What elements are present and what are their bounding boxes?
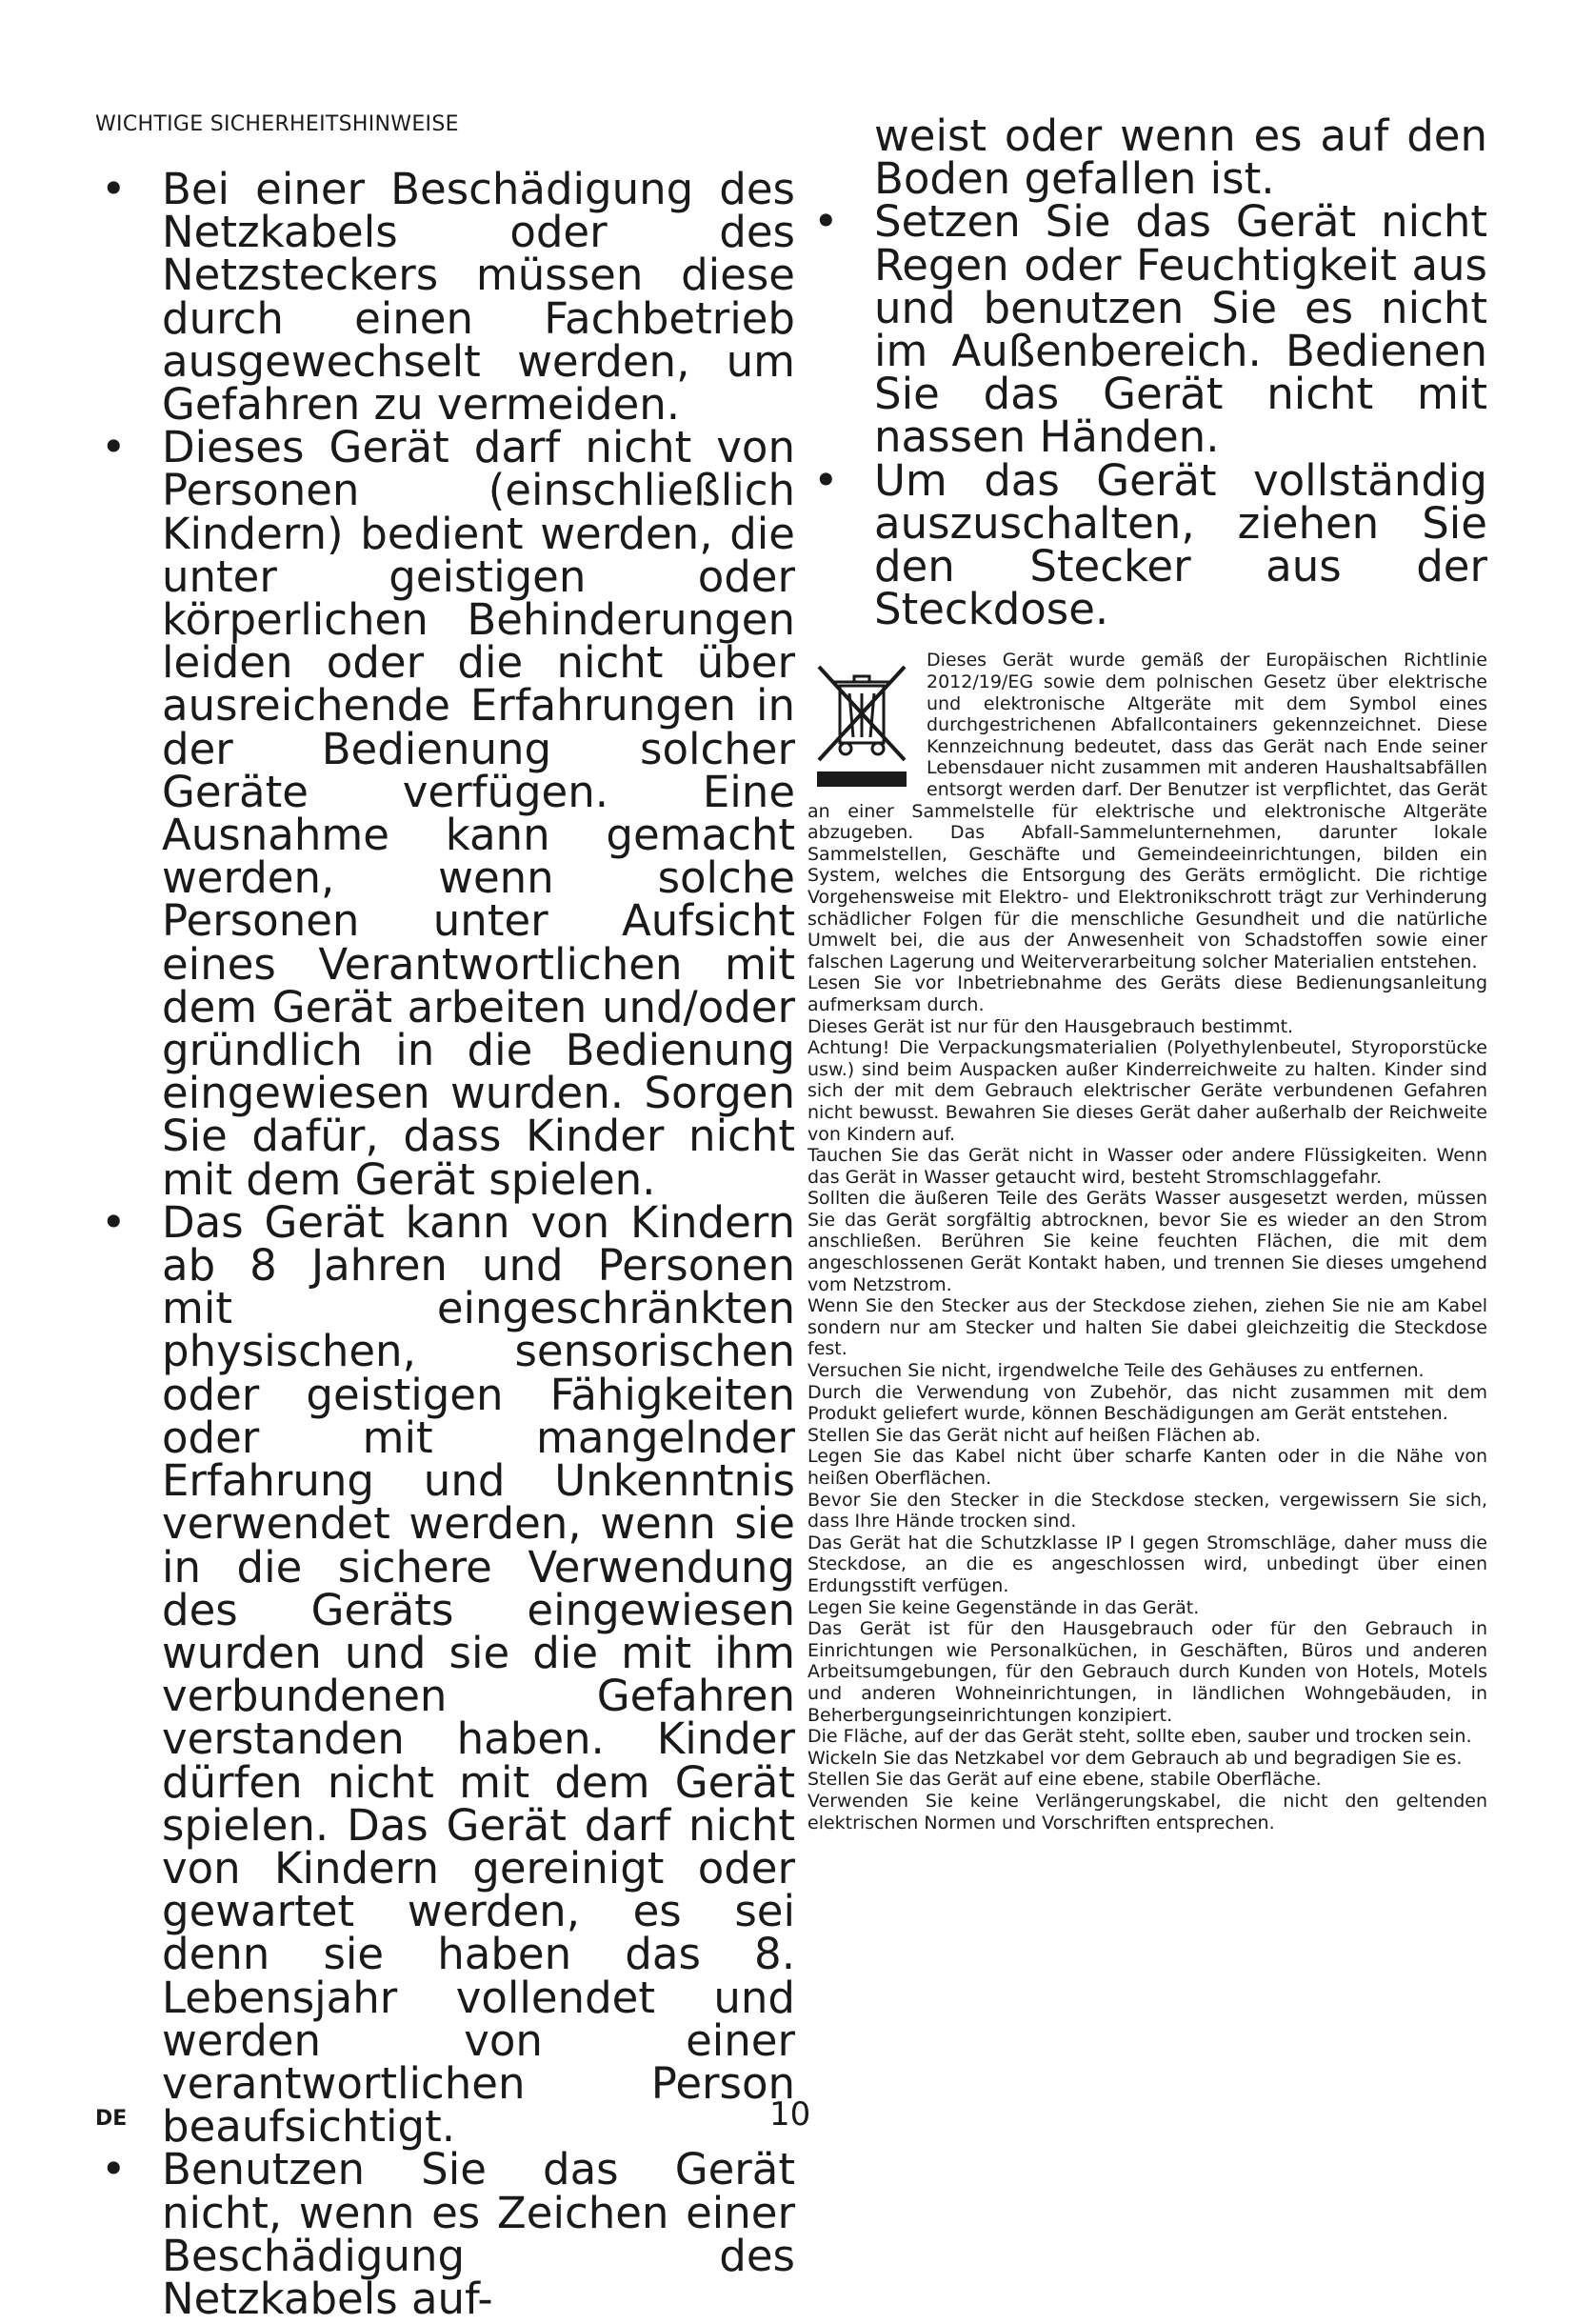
- notice-paragraph: Verwenden Sie keine Verlängerungskabel, die nicht den geltenden elektrischen Normen und Vorschriften entsprechen.: [807, 1790, 1487, 1833]
- notice-paragraph: Dieses Gerät ist nur für den Hausgebrauch bestimmt.: [807, 1015, 1294, 1037]
- crossed-out-wheelie-bin-icon: [811, 657, 911, 791]
- notice-paragraph: Dieses Gerät wurde gemäß der Europäischen Richtlinie 2012/19/EG sowie dem polnischen Gesetz über elektrische und elektronische Altgeräte mit dem Symbol eines durchgestrichenen Abfallcontainers gekennzeichnet. Diese Kennzeichnung bedeutet, dass das Gerät nach Ende seiner Lebensdauer nicht zusammen mit anderen Haushaltsabfällen entsorgt werden darf. Der Benutzer ist verpflichtet, das Gerät an einer Sammelstelle für elektrische und elektronische Altgeräte abzugeben. Das Abfall-Sammelunternehmen, darunter lokale Sammelstellen, Geschäfte und Gemeindeeinrichtungen, bilden ein System, welches die Entsorgung des Geräts ermöglicht. Die richtige Vorgehensweise mit Elektro- und Elektronikschrott trägt zur Verhinderung schädlicher Folgen für die menschliche Gesundheit und die natürliche Umwelt bei, die aus der Anwesenheit von Schadstoffen sowie einer falschen Lagerung und Weiterverarbeitung solcher Materialien entstehen.: [807, 650, 1487, 972]
- notice-paragraph: Das Gerät ist für den Hausgebrauch oder für den Gebrauch in Einrichtungen wie Personalküchen, in Geschäften, Büros und anderen Arbeitsumgebungen, für den Gebrauch durch Kunden von Hotels, Motels und anderen Wohneinrichtungen, in ländlichen Wohngebäuden, in Beherbergungseinrichtungen konzipiert.: [807, 1618, 1487, 1726]
- weee-notice: [807, 650, 1487, 1833]
- list-item: • Um das Gerät vollständig auszuschalten, ziehen Sie den Stecker aus der Steckdose.: [807, 459, 1487, 631]
- notice-paragraph: Tauchen Sie das Gerät nicht in Wasser oder andere Flüssigkeiten. Wenn das Gerät in Wasser getaucht wird, besteht Stromschlaggefahr.: [807, 1145, 1487, 1188]
- list-item: • Dieses Gerät darf nicht von Personen (einschließlich Kindern) bedient werden, die unter geistigen oder körperlichen Behinderungen leiden oder die nicht über ausreichende Erfahrungen in der Bedienung solcher Geräte verfügen. Eine Ausnahme kann gemacht werden, wenn solche Personen unter Aufsicht eines Verantwortlichen mit dem Gerät arbeiten und/oder gründlich in die Bedienung eingewiesen wurden. Sorgen Sie dafür, dass Kinder nicht mit dem Gerät spielen.: [95, 426, 795, 1201]
- notice-paragraph: Lesen Sie vor Inbetriebnahme des Geräts diese Bedienungsanleitung aufmerksam durch.: [807, 972, 1487, 1015]
- notice-paragraph: Bevor Sie den Stecker in die Steckdose stecken, vergewissern Sie sich, dass Ihre Hände trocken sind.: [807, 1489, 1487, 1533]
- notice-paragraph: Das Gerät hat die Schutzklasse IP I gegen Stromschläge, daher muss die Steckdose, an die es angeschlossen wird, unbedingt über einen Erdungsstift verfügen.: [807, 1532, 1487, 1596]
- right-column: [807, 110, 1487, 1833]
- notice-paragraph: Versuchen Sie nicht, irgendwelche Teile des Gehäuses zu entfernen.: [807, 1360, 1425, 1382]
- page-number: 10: [769, 2095, 811, 2134]
- list-item: • Benutzen Sie das Gerät nicht, wenn es Zeichen einer Beschädigung des Netzkabels auf-: [95, 2148, 795, 2320]
- notice-paragraph: Wenn Sie den Stecker aus der Steckdose ziehen, ziehen Sie nie am Kabel sondern nur am Stecker und halten Sie dabei gleichzeitig die Steckdose fest.: [807, 1295, 1487, 1360]
- left-column-bullets: [95, 164, 795, 2324]
- section-heading: WICHTIGE SICHERHEITSHINWEISE: [95, 112, 459, 136]
- notice-paragraph: Stellen Sie das Gerät auf eine ebene, stabile Oberfläche.: [807, 1769, 1322, 1791]
- notice-paragraph: Die Fläche, auf der das Gerät steht, sollte eben, sauber und trocken sein.: [807, 1726, 1472, 1748]
- list-item-continuation: weist oder wenn es auf den Boden gefallen ist.: [874, 110, 1487, 205]
- notice-paragraph: Stellen Sie das Gerät nicht auf heißen Flächen ab.: [807, 1424, 1261, 1446]
- list-item: • Setzen Sie das Gerät nicht Regen oder Feuchtigkeit aus und benutzen Sie es nicht im Außenbereich. Bedienen Sie das Gerät nicht mit nassen Händen.: [807, 200, 1487, 458]
- list-item: • Bei einer Beschädigung des Netzkabels oder des Netzsteckers müssen diese durch einen Fachbetrieb ausgewechselt werden, um Gefahren zu vermeiden.: [95, 168, 795, 426]
- list-item: • Das Gerät kann von Kindern ab 8 Jahren und Personen mit eingeschränkten physischen, sensorischen oder geistigen Fähigkeiten oder mit mangelnder Erfahrung und Unkenntnis verwendet werden, wenn sie in die sichere Verwendung des Geräts eingewiesen wurden und sie die mit ihm verbundenen Gefahren verstanden haben. Kinder dürfen nicht mit dem Gerät spielen. Das Gerät darf nicht von Kindern gereinigt oder gewartet werden, es sei denn sie haben das 8. Lebensjahr vollendet und werden von einer verantwortlichen Person beaufsichtigt.: [95, 1201, 795, 2148]
- notice-paragraph: Achtung! Die Verpackungsmaterialien (Polyethylenbeutel, Styroporstücke usw.) sind beim Auspacken außer Kinderreichweite zu halten. Kinder sind sich der mit dem Gebrauch elektrischer Geräte verbundenen Gefahren nicht bewusst. Bewahren Sie dieses Gerät daher außerhalb der Reichweite von Kindern auf.: [807, 1037, 1487, 1145]
- notice-paragraph: Sollten die äußeren Teile des Geräts Wasser ausgesetzt werden, müssen Sie das Gerät sorgfältig abtrocknen, bevor Sie es wieder an den Strom anschließen. Berühren Sie keine feuchten Flächen, die mit dem angeschlossenen Gerät Kontakt haben, und trennen Sie dieses umgehend vom Netzstrom.: [807, 1188, 1487, 1295]
- notice-paragraph: Legen Sie keine Gegenstände in das Gerät.: [807, 1596, 1200, 1618]
- notice-paragraph: Durch die Verwendung von Zubehör, das nicht zusammen mit dem Produkt geliefert wurde, können Beschädigungen am Gerät entstehen.: [807, 1381, 1487, 1425]
- notice-paragraph: Legen Sie das Kabel nicht über scharfe Kanten oder in die Nähe von heißen Oberflächen.: [807, 1446, 1487, 1489]
- notice-paragraph: Wickeln Sie das Netzkabel vor dem Gebrauch ab und begradigen Sie es.: [807, 1747, 1463, 1769]
- right-column-bullets: [807, 110, 1487, 635]
- language-code: DE: [95, 2107, 128, 2131]
